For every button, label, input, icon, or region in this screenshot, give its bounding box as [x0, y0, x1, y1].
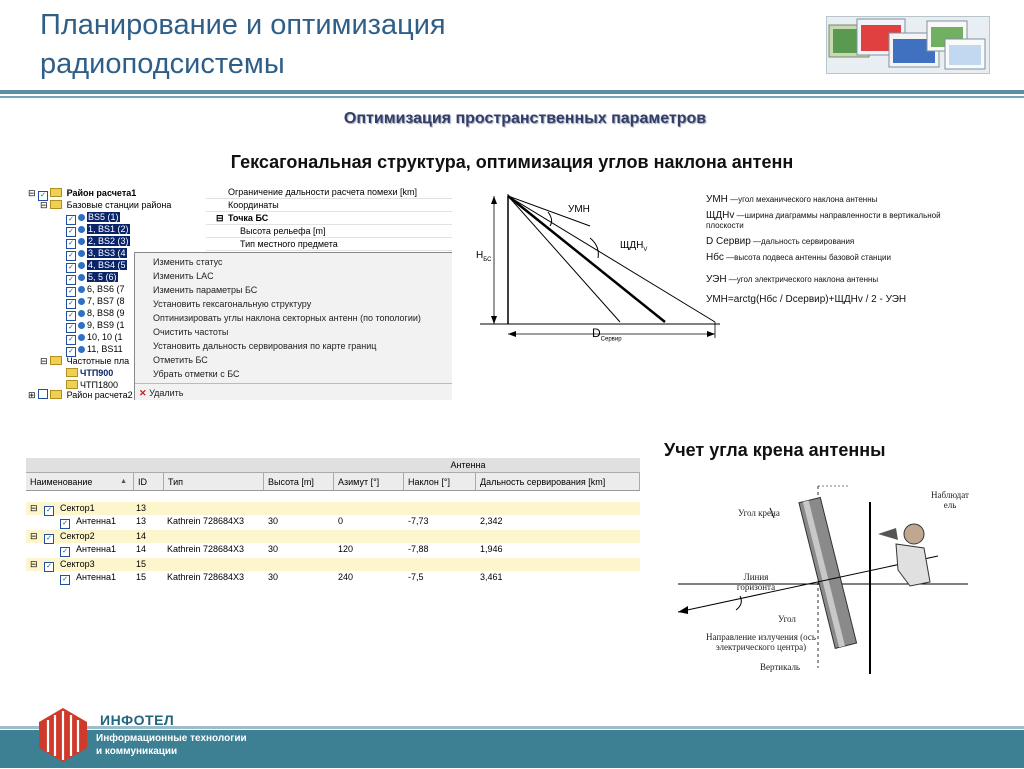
base-station-icon: [78, 286, 85, 293]
base-station-icon: [78, 226, 85, 233]
roll-angle-diagram: [678, 478, 998, 678]
tree-item-label: Частотные пла: [66, 356, 130, 366]
table-row[interactable]: [26, 571, 640, 584]
cell-id: 14: [136, 531, 147, 541]
cell-id: 13: [136, 516, 147, 526]
label-d-text: D: [592, 326, 601, 340]
label-h-sub: БС: [483, 257, 492, 263]
brand-name: ИНФОТЕЛ: [100, 712, 175, 728]
checkbox-icon[interactable]: ✓: [38, 191, 48, 201]
property-row[interactable]: [206, 199, 452, 212]
base-station-icon: [78, 214, 85, 221]
cell-tilt: -7,73: [408, 516, 429, 526]
screenshots-collage: [826, 16, 990, 74]
checkbox-icon[interactable]: ✓: [60, 571, 72, 585]
folder-icon: [50, 200, 62, 209]
menu-item-optimize-tilt[interactable]: Оптинизировать углы наклона секторных антенн (по топологии): [153, 313, 421, 323]
diagram-label-umn: УМН: [568, 204, 590, 215]
folder-icon: [66, 368, 78, 377]
page-title-line1: Планирование и оптимизация: [40, 9, 446, 41]
context-menu: [134, 252, 452, 400]
tree-item[interactable]: [40, 355, 129, 367]
label-shdn-text: ЩДН: [620, 240, 644, 251]
checkbox-icon[interactable]: ✓: [66, 251, 76, 261]
cell-tilt: -7,88: [408, 544, 429, 554]
column-header-label: Наименование: [30, 477, 93, 487]
property-label: Точка БС: [228, 213, 269, 223]
folder-icon: [50, 390, 62, 399]
legend-text: —ширина диаграммы направленности в вертикальной плоскости: [706, 211, 941, 230]
tree-item-bs[interactable]: [66, 319, 125, 331]
checkbox-icon[interactable]: [38, 389, 48, 399]
menu-item-mark-bs[interactable]: Отметить БС: [153, 355, 208, 365]
checkbox-icon[interactable]: ✓: [44, 558, 56, 572]
tree-expander[interactable]: ⊟: [40, 200, 48, 210]
legend-item: [706, 210, 966, 230]
column-header-height[interactable]: Высота [m]: [264, 473, 334, 491]
tree-item-label: 1, BS1 (2): [88, 224, 129, 234]
tree-item-bs[interactable]: [66, 331, 123, 343]
base-station-icon: [78, 238, 85, 245]
cell-name: Сектор2: [60, 531, 95, 541]
base-station-icon: [78, 262, 85, 269]
base-station-icon: [78, 322, 85, 329]
menu-item-delete-label: Удалить: [149, 388, 184, 398]
tree-item-label: BS5 (1): [88, 212, 119, 222]
checkbox-icon[interactable]: ✓: [66, 287, 76, 297]
label-direction: Направление излучения (ось электрического центра): [706, 632, 816, 652]
checkbox-icon[interactable]: ✓: [66, 311, 76, 321]
header-divider: [0, 90, 1024, 94]
base-station-icon: [78, 298, 85, 305]
label-h-text: Н: [476, 250, 484, 261]
tree-item-bs[interactable]: [66, 259, 127, 271]
table-row[interactable]: [26, 558, 640, 571]
table-group-header: [26, 458, 640, 473]
checkbox-icon[interactable]: ✓: [66, 215, 76, 225]
tree-item-label: 8, BS8 (9: [87, 308, 125, 318]
column-header-range[interactable]: Дальность сервирования [km]: [476, 473, 640, 491]
section-title-hex: Гексагональная структура, оптимизация углов наклона антенн: [230, 152, 794, 172]
cell-type: Kathrein 728684X3: [167, 544, 245, 554]
property-label: Ограничение дальности расчета помехи [km]: [228, 187, 418, 197]
label-d-sub: Сервир: [600, 336, 622, 343]
tree-item-bs[interactable]: [66, 235, 130, 247]
legend-text: —угол механического наклона антенны: [730, 195, 878, 204]
cell-azimuth: 240: [338, 572, 354, 582]
tree-item-label: 3, BS3 (4: [88, 248, 126, 258]
label-observer: Наблюдат ель: [931, 490, 969, 510]
tree-item-bs[interactable]: [66, 343, 123, 355]
menu-item-unmark-bs[interactable]: Убрать отметки с БС: [153, 369, 240, 379]
checkbox-icon[interactable]: ✓: [60, 543, 72, 557]
cell-id: 14: [136, 544, 147, 554]
legend-text: —дальность сервирования: [753, 237, 855, 246]
diagram-label-h: [476, 250, 491, 263]
folder-icon: [50, 188, 62, 197]
tree-item-label: 4, BS4 (5: [88, 260, 126, 270]
label-angle: Угол: [778, 614, 796, 624]
tree-item-label: ЧТП900: [80, 368, 114, 378]
tree-item-bs[interactable]: [66, 307, 125, 319]
menu-item-clear-frequencies[interactable]: Очистить частоты: [153, 327, 229, 337]
base-station-icon: [78, 274, 85, 281]
screenshots-collage-image: [827, 17, 989, 73]
menu-item-change-lac[interactable]: Изменить LAC: [153, 271, 214, 281]
checkbox-icon[interactable]: ✓: [66, 335, 76, 345]
cell-id: 13: [136, 503, 147, 513]
tree-item-bs[interactable]: [66, 283, 125, 295]
legend-formula: УМН=arctg(Нбс / Dсервир)+ЩДНv / 2 - УЭН: [706, 294, 907, 305]
column-header-azimuth[interactable]: Азимут [°]: [334, 473, 404, 491]
header-divider-thin: [0, 96, 1024, 98]
antenna-table: [26, 458, 640, 586]
checkbox-icon[interactable]: ✓: [66, 299, 76, 309]
legend-text: —высота подвеса антенны базовой станции: [726, 253, 891, 262]
tree-expander[interactable]: ⊞: [28, 390, 36, 400]
table-row[interactable]: [26, 530, 640, 543]
checkbox-icon[interactable]: ✓: [44, 530, 56, 544]
brand-tagline-2: и коммуникации: [96, 746, 178, 757]
cell-id: 15: [136, 572, 147, 582]
checkbox-icon[interactable]: ✓: [66, 347, 76, 357]
legend-key: ЩДНv: [706, 210, 735, 221]
tilt-geometry-diagram: [470, 186, 730, 346]
legend-text: —угол электрического наклона антенны: [728, 275, 879, 284]
cell-type: Kathrein 728684X3: [167, 516, 245, 526]
tree-item-label: 11, BS11: [87, 344, 123, 354]
cell-height: 30: [268, 544, 279, 554]
tree-item[interactable]: [40, 199, 171, 211]
cell-id: 15: [136, 559, 147, 569]
tree-item-label: Базовые станции района: [66, 200, 172, 210]
tree-item-label: 6, BS6 (7: [87, 284, 125, 294]
cell-range: 2,342: [480, 516, 503, 526]
tree-item-label: 2, BS2 (3): [88, 236, 129, 246]
menu-item-delete[interactable]: [139, 386, 183, 400]
tree-expander[interactable]: ⊟: [40, 356, 48, 366]
checkbox-icon[interactable]: ✓: [66, 227, 76, 237]
legend-item: [706, 194, 877, 205]
property-label: Координаты: [228, 200, 279, 210]
cell-name: Сектор3: [60, 559, 95, 569]
base-station-icon: [78, 310, 85, 317]
tree-item-bs[interactable]: [66, 223, 130, 235]
label-vertical: Вертикаль: [760, 662, 801, 672]
property-label: Высота рельефа [m]: [240, 226, 326, 236]
column-header-type[interactable]: Тип: [164, 473, 264, 491]
checkbox-icon[interactable]: ✓: [60, 515, 72, 529]
base-station-icon: [78, 334, 85, 341]
legend-key: УЭН: [706, 274, 727, 285]
checkbox-icon[interactable]: ✓: [44, 502, 56, 516]
legend-item: [706, 236, 854, 247]
diagram-label-shdn: [620, 240, 647, 253]
property-row[interactable]: [206, 186, 452, 199]
sort-arrow-icon[interactable]: ▲: [120, 478, 127, 485]
tree-expander[interactable]: ⊟: [28, 188, 36, 198]
menu-separator: [135, 383, 452, 384]
page-title-line2: радиоподсистемы: [40, 48, 285, 80]
table-row[interactable]: [26, 543, 640, 556]
tree-item-bs[interactable]: [66, 295, 125, 307]
legend-item: [706, 274, 878, 285]
cell-azimuth: 120: [338, 544, 354, 554]
property-row[interactable]: [206, 238, 452, 251]
diagram-label-d: [592, 326, 622, 342]
menu-item-set-range[interactable]: Установить дальность сервирования по карте границ: [153, 341, 377, 351]
tree-item-label: Район расчета1: [66, 188, 137, 198]
infotel-logo-icon: [34, 706, 92, 764]
cell-name: Сектор1: [60, 503, 95, 513]
property-row[interactable]: [206, 212, 452, 225]
property-row[interactable]: [206, 225, 452, 238]
tree-item-label: 9, BS9 (1: [87, 320, 125, 330]
tree-item-bs[interactable]: [66, 271, 118, 283]
tree-item-label: 7, BS7 (8: [87, 296, 125, 306]
brand-tagline-1: Информационные технологии: [96, 733, 247, 744]
bs-tree-window: [26, 186, 452, 400]
legend-key: D Сервир: [706, 236, 751, 247]
table-row[interactable]: [26, 515, 640, 528]
row-expander-icon[interactable]: ⊟: [30, 503, 38, 513]
row-expander-icon[interactable]: ⊟: [30, 531, 38, 541]
base-station-icon: [78, 346, 85, 353]
menu-item-change-bs-params[interactable]: Изменить параметры БС: [153, 285, 258, 295]
cell-range: 1,946: [480, 544, 503, 554]
menu-item-set-hex[interactable]: Установить гексагональную структуру: [153, 299, 312, 309]
cell-height: 30: [268, 516, 279, 526]
diagram-legend: [706, 190, 966, 320]
checkbox-icon[interactable]: ✓: [66, 323, 76, 333]
tree-item[interactable]: [66, 367, 113, 379]
legend-key: Нбс: [706, 252, 724, 263]
tree-item-label: ЧТП1800: [80, 380, 118, 390]
tree-item-label: 5, 5 (6): [88, 272, 117, 282]
legend-key: УМН: [706, 194, 728, 205]
folder-icon: [50, 356, 62, 365]
tree-item-bs[interactable]: [66, 247, 127, 259]
cell-azimuth: 0: [338, 516, 344, 526]
property-label: Тип местного предмета: [240, 239, 338, 249]
column-header-tilt[interactable]: Наклон [°]: [404, 473, 476, 491]
cell-name: Антенна1: [76, 544, 116, 554]
folder-icon: [66, 380, 78, 389]
group-header-label: Антенна: [450, 460, 486, 470]
infotel-logo: [34, 706, 92, 764]
cell-tilt: -7,5: [408, 572, 424, 582]
tree-item-label: 10, 10 (1: [87, 332, 123, 342]
checkbox-icon[interactable]: ✓: [66, 263, 76, 273]
cell-type: Kathrein 728684X3: [167, 572, 245, 582]
collapse-icon[interactable]: ⊟: [216, 213, 224, 223]
checkbox-icon[interactable]: ✓: [66, 239, 76, 249]
column-header-id[interactable]: ID: [134, 473, 164, 491]
label-roll-angle: Угол крена: [738, 508, 780, 518]
tree-item[interactable]: [28, 389, 133, 400]
cell-name: Антенна1: [76, 572, 116, 582]
row-expander-icon[interactable]: ⊟: [30, 559, 38, 569]
checkbox-icon[interactable]: ✓: [66, 275, 76, 285]
cell-name: Антенна1: [76, 516, 116, 526]
menu-item-change-status[interactable]: Изменить статус: [153, 257, 223, 267]
tree-item-bs[interactable]: [66, 211, 120, 223]
column-header-name[interactable]: [26, 473, 134, 491]
cell-height: 30: [268, 572, 279, 582]
delete-icon: ✕: [139, 388, 147, 398]
legend-item: [706, 252, 891, 263]
tree-item-label: Район расчета2: [66, 390, 133, 400]
cell-range: 3,461: [480, 572, 503, 582]
label-horizon: Линия горизонта: [736, 572, 776, 592]
slide-subtitle: Оптимизация пространственных параметров: [343, 110, 707, 127]
base-station-icon: [78, 250, 85, 257]
section-title-roll: Учет угла крена антенны: [664, 440, 886, 460]
properties-panel: [206, 186, 452, 252]
tilt-geometry-svg: [470, 186, 730, 346]
tree-item[interactable]: [28, 187, 136, 199]
table-row[interactable]: [26, 502, 640, 515]
page-title: [40, 6, 740, 84]
label-shdn-sub: V: [643, 247, 648, 253]
